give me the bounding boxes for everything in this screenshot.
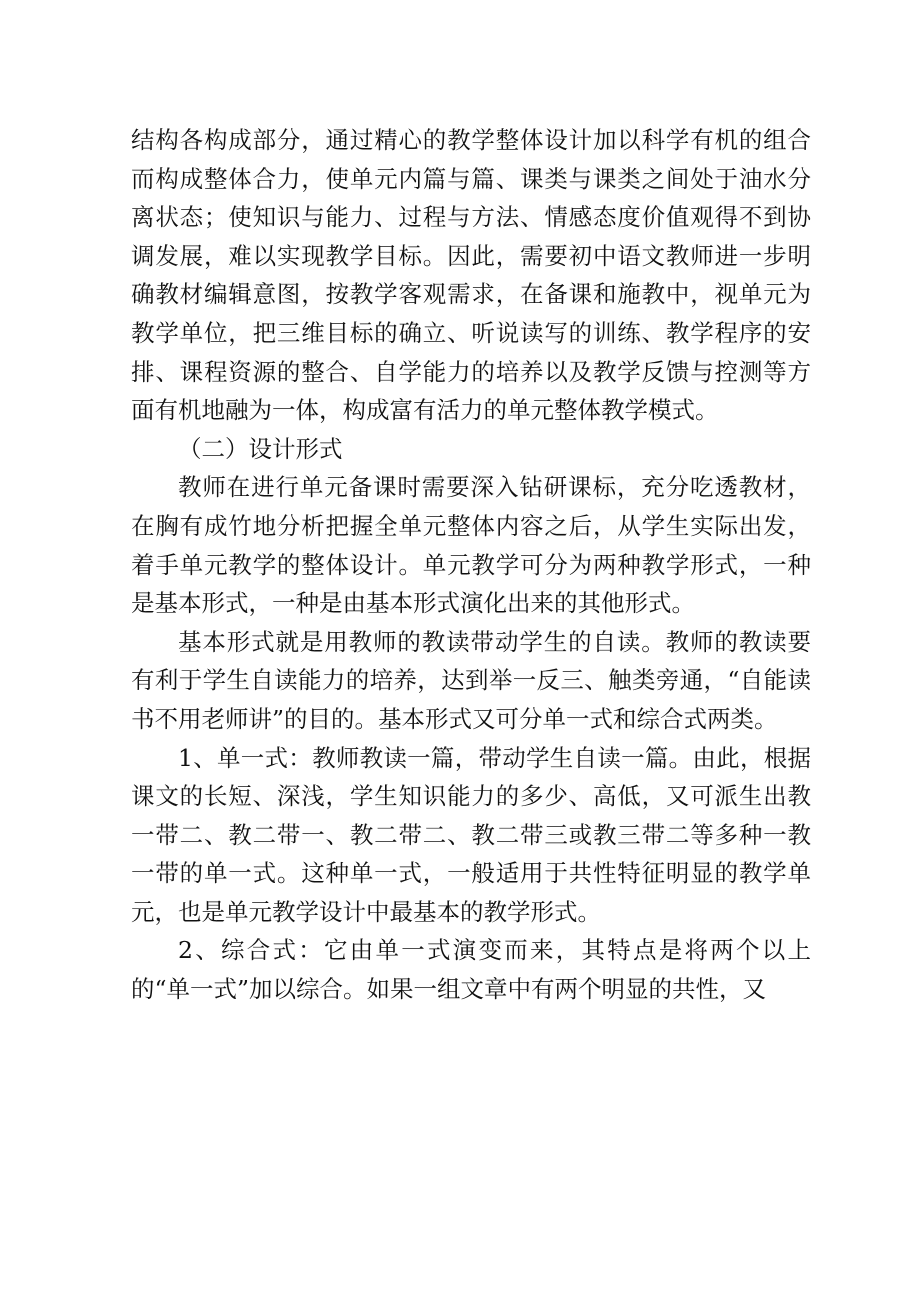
paragraph-combined-form: 2、综合式：它由单一式演变而来，其特点是将两个以上的“单一式”加以综合。如果一组文章中有两个明显的共性，又	[131, 936, 811, 1004]
paragraph-continuation: 结构各构成部分，通过精心的教学整体设计加以科学有机的组合而构成整体合力，使单元内篇与篇、课类与课类之间处于油水分离状态；使知识与能力、过程与方法、情感态度价值观得不到协调发展，难以实现教学目标。因此，需要初中语文教师进一步明确教材编辑意图，按教学客观需求，在备课和施教中，视单元为教学单位，把三维目标的确立、听说读写的训练、教学程序的安排、课程资源的整合、自学能力的培养以及教学反馈与控测等方面有机地融为一体，构成富有活力的单元整体教学模式。	[131, 126, 811, 425]
paragraph-single-form: 1、单一式：教师教读一篇，带动学生自读一篇。由此，根据课文的长短、深浅，学生知识能力的多少、高低，又可派生出教一带二、教二带一、教二带二、教二带三或教三带二等多种一教一带的单一式。这种单一式，一般适用于共性特征明显的教学单元，也是单元教学设计中最基本的教学形式。	[131, 743, 811, 926]
paragraph-basic-form: 基本形式就是用教师的教读带动学生的自读。教师的教读要有利于学生自读能力的培养，达到举一反三、触类旁通，“自能读书不用老师讲”的目的。基本形式又可分单一式和综合式两类。	[131, 627, 811, 733]
paragraph-unit-lesson-prep: 教师在进行单元备课时需要深入钻研课标，充分吃透教材，在胸有成竹地分析把握全单元整体内容之后，从学生实际出发，着手单元教学的整体设计。单元教学可分为两种教学形式，一种是基本形式，一种是由基本形式演化出来的其他形式。	[131, 473, 811, 618]
section-heading-design-form: （二）设计形式	[178, 434, 343, 463]
document-page	[131, 121, 811, 1009]
